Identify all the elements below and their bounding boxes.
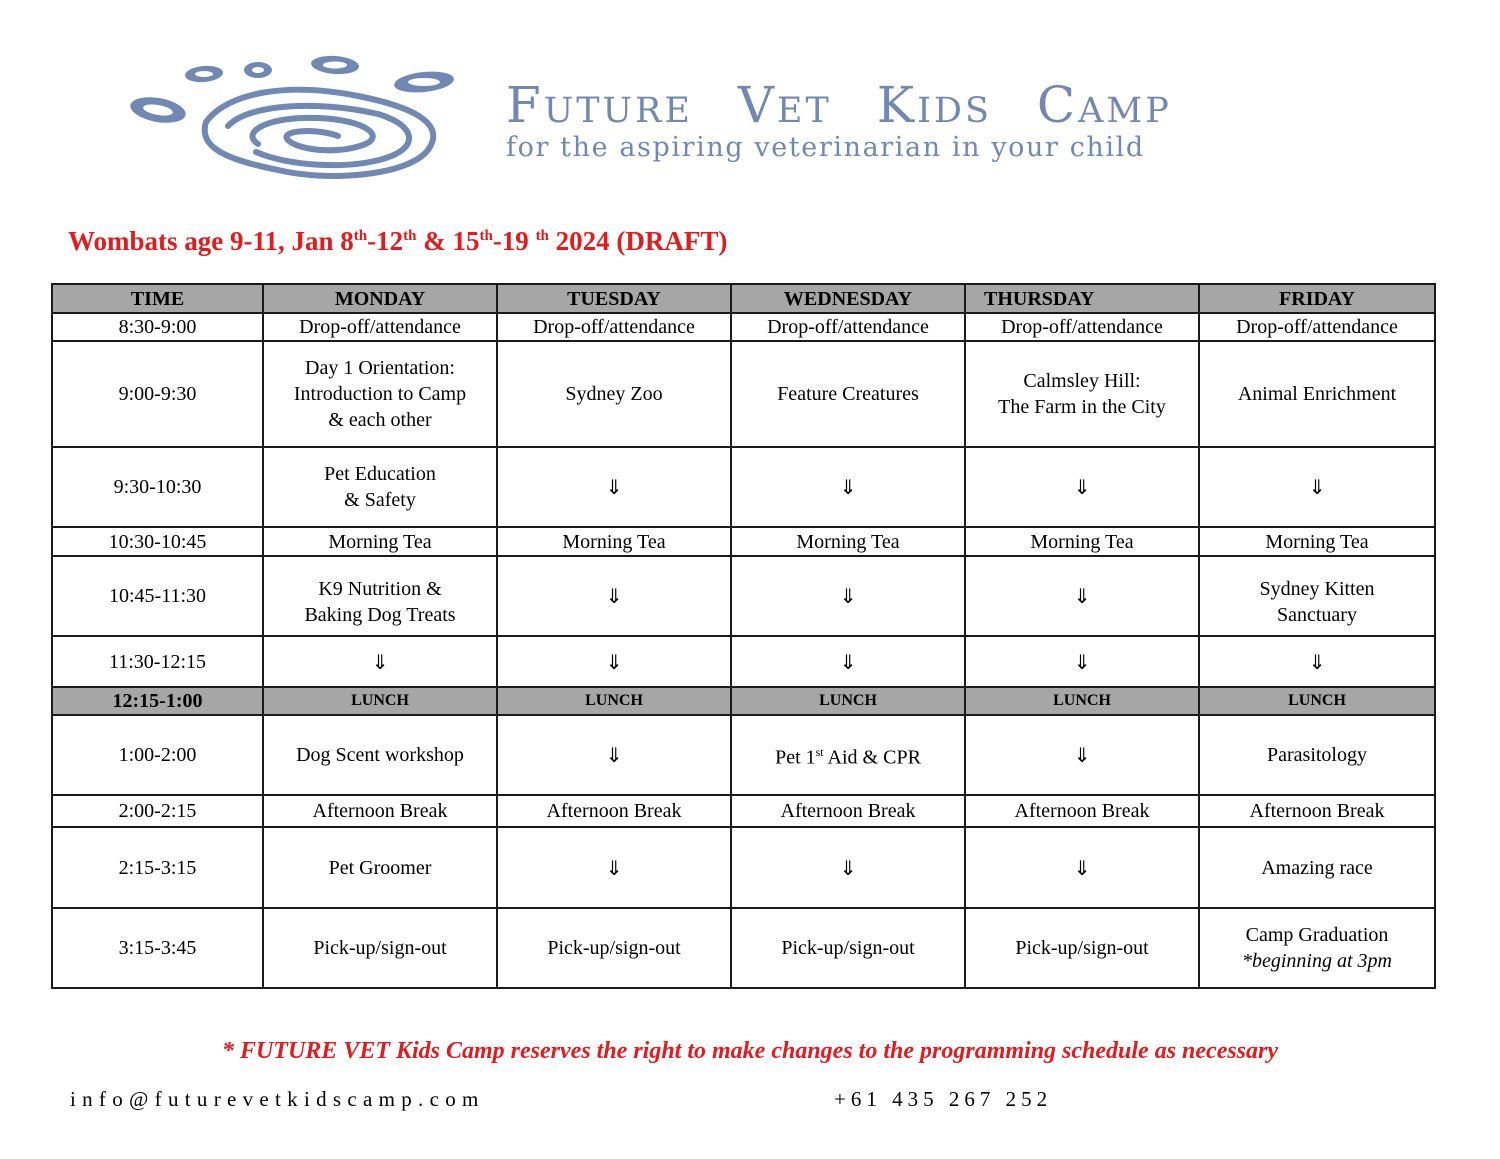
continues-arrow-icon: ⇓ bbox=[731, 447, 965, 527]
activity-cell: Drop-off/attendance bbox=[1199, 313, 1435, 341]
activity-cell: Pick-up/sign-out bbox=[965, 908, 1199, 988]
time-cell: 2:00-2:15 bbox=[52, 795, 263, 827]
continues-arrow-icon: ⇓ bbox=[497, 447, 731, 527]
activity-line: Calmsley Hill: bbox=[1023, 370, 1141, 392]
continues-arrow-icon: ⇓ bbox=[965, 636, 1199, 687]
activity-cell: Drop-off/attendance bbox=[731, 313, 965, 341]
lunch-cell: LUNCH bbox=[263, 687, 497, 715]
header-thursday: THURSDAY bbox=[965, 284, 1199, 313]
continues-arrow-icon: ⇓ bbox=[731, 556, 965, 636]
heading-sup: th bbox=[403, 228, 417, 244]
activity-cell bbox=[263, 447, 497, 527]
time-cell: 9:30-10:30 bbox=[52, 447, 263, 527]
continues-arrow-icon: ⇓ bbox=[965, 447, 1199, 527]
continues-arrow-icon: ⇓ bbox=[497, 827, 731, 908]
activity-cell: Afternoon Break bbox=[1199, 795, 1435, 827]
activity-cell: Sydney Zoo bbox=[497, 341, 731, 447]
activity-cell: Morning Tea bbox=[497, 527, 731, 556]
camp-heading bbox=[68, 226, 727, 257]
activity-cell bbox=[263, 556, 497, 636]
paw-print-icon bbox=[128, 52, 468, 184]
activity-cell bbox=[965, 341, 1199, 447]
activity-line: Day 1 Orientation: bbox=[305, 357, 455, 379]
time-cell: 3:15-3:45 bbox=[52, 908, 263, 988]
table-row bbox=[52, 527, 1435, 556]
table-row bbox=[52, 313, 1435, 341]
lunch-cell: LUNCH bbox=[497, 687, 731, 715]
activity-cell: Afternoon Break bbox=[965, 795, 1199, 827]
header-wednesday: WEDNESDAY bbox=[731, 284, 965, 313]
activity-line: Sanctuary bbox=[1277, 604, 1357, 626]
activity-cell bbox=[1199, 556, 1435, 636]
header-time: TIME bbox=[52, 284, 263, 313]
time-cell: 9:00-9:30 bbox=[52, 341, 263, 447]
activity-cell: Amazing race bbox=[1199, 827, 1435, 908]
heading-sup: th bbox=[479, 228, 493, 244]
activity-text: Pet 1 bbox=[775, 746, 816, 769]
activity-text: Aid & CPR bbox=[823, 746, 921, 769]
table-row bbox=[52, 341, 1435, 447]
activity-cell: Dog Scent workshop bbox=[263, 715, 497, 795]
activity-cell bbox=[263, 341, 497, 447]
schedule-table bbox=[51, 283, 1436, 989]
activity-cell: Pick-up/sign-out bbox=[497, 908, 731, 988]
activity-line: Pet Education bbox=[324, 463, 436, 485]
header-friday: FRIDAY bbox=[1199, 284, 1435, 313]
activity-cell: Morning Tea bbox=[263, 527, 497, 556]
activity-line: K9 Nutrition & bbox=[318, 578, 442, 600]
header-monday: MONDAY bbox=[263, 284, 497, 313]
time-cell: 11:30-12:15 bbox=[52, 636, 263, 687]
header-tuesday: TUESDAY bbox=[497, 284, 731, 313]
activity-cell: Feature Creatures bbox=[731, 341, 965, 447]
time-cell: 2:15-3:15 bbox=[52, 827, 263, 908]
continues-arrow-icon: ⇓ bbox=[965, 715, 1199, 795]
activity-line: Introduction to Camp bbox=[293, 383, 467, 405]
table-row bbox=[52, 556, 1435, 636]
lunch-cell: LUNCH bbox=[965, 687, 1199, 715]
table-row bbox=[52, 827, 1435, 908]
continues-arrow-icon: ⇓ bbox=[965, 556, 1199, 636]
time-cell: 8:30-9:00 bbox=[52, 313, 263, 341]
activity-cell: Drop-off/attendance bbox=[263, 313, 497, 341]
continues-arrow-icon: ⇓ bbox=[497, 636, 731, 687]
activity-cell: Pick-up/sign-out bbox=[263, 908, 497, 988]
heading-sup: th bbox=[535, 228, 549, 244]
activity-cell: Parasitology bbox=[1199, 715, 1435, 795]
table-row bbox=[52, 636, 1435, 687]
lunch-row bbox=[52, 687, 1435, 715]
header-row bbox=[52, 284, 1435, 313]
activity-line: Baking Dog Treats bbox=[304, 604, 456, 626]
activity-cell: Pet Groomer bbox=[263, 827, 497, 908]
lunch-cell: LUNCH bbox=[1199, 687, 1435, 715]
activity-sup: st bbox=[815, 745, 824, 760]
activity-line: Sydney Kitten bbox=[1259, 578, 1375, 600]
activity-cell: Drop-off/attendance bbox=[497, 313, 731, 341]
brand-title: Future Vet Kids Camp bbox=[506, 76, 1172, 134]
table-row bbox=[52, 447, 1435, 527]
continues-arrow-icon: ⇓ bbox=[731, 636, 965, 687]
activity-cell: Pick-up/sign-out bbox=[731, 908, 965, 988]
brand-tagline: for the aspiring veterinarian in your child bbox=[506, 132, 1145, 163]
activity-cell: Drop-off/attendance bbox=[965, 313, 1199, 341]
activity-cell: Afternoon Break bbox=[263, 795, 497, 827]
heading-text: -12 bbox=[367, 226, 404, 256]
activity-line: Camp Graduation bbox=[1245, 924, 1389, 946]
table-row bbox=[52, 715, 1435, 795]
heading-sup: th bbox=[353, 228, 368, 244]
activity-cell: Morning Tea bbox=[965, 527, 1199, 556]
time-cell: 12:15-1:00 bbox=[52, 687, 263, 715]
heading-text: & 15 bbox=[416, 226, 480, 256]
activity-line: & each other bbox=[328, 409, 432, 431]
activity-cell: Afternoon Break bbox=[731, 795, 965, 827]
contact-phone[interactable]: +61 435 267 252 bbox=[834, 1087, 1053, 1111]
continues-arrow-icon: ⇓ bbox=[731, 827, 965, 908]
continues-arrow-icon: ⇓ bbox=[1199, 447, 1435, 527]
time-cell: 10:30-10:45 bbox=[52, 527, 263, 556]
activity-line: The Farm in the City bbox=[998, 396, 1166, 418]
activity-note: *beginning at 3pm bbox=[1242, 950, 1392, 972]
activity-cell bbox=[1199, 908, 1435, 988]
continues-arrow-icon: ⇓ bbox=[497, 556, 731, 636]
activity-line: & Safety bbox=[344, 489, 416, 511]
activity-cell: Afternoon Break bbox=[497, 795, 731, 827]
heading-text: -19 bbox=[492, 226, 536, 256]
activity-cell: Morning Tea bbox=[731, 527, 965, 556]
continues-arrow-icon: ⇓ bbox=[965, 827, 1199, 908]
activity-cell: Animal Enrichment bbox=[1199, 341, 1435, 447]
continues-arrow-icon: ⇓ bbox=[1199, 636, 1435, 687]
heading-text: Wombats age 9-11, Jan 8 bbox=[68, 226, 354, 256]
continues-arrow-icon: ⇓ bbox=[497, 715, 731, 795]
table-row bbox=[52, 908, 1435, 988]
contact-email[interactable]: info@futurevetkidscamp.com bbox=[70, 1087, 485, 1111]
time-cell: 10:45-11:30 bbox=[52, 556, 263, 636]
table-row bbox=[52, 795, 1435, 827]
activity-cell bbox=[731, 715, 965, 795]
time-cell: 1:00-2:00 bbox=[52, 715, 263, 795]
disclaimer: * FUTURE VET Kids Camp reserves the right to make changes to the programming schedule as necessary bbox=[221, 1038, 1279, 1064]
activity-cell: Morning Tea bbox=[1199, 527, 1435, 556]
continues-arrow-icon: ⇓ bbox=[263, 636, 497, 687]
heading-text: 2024 (DRAFT) bbox=[548, 226, 728, 256]
lunch-cell: LUNCH bbox=[731, 687, 965, 715]
